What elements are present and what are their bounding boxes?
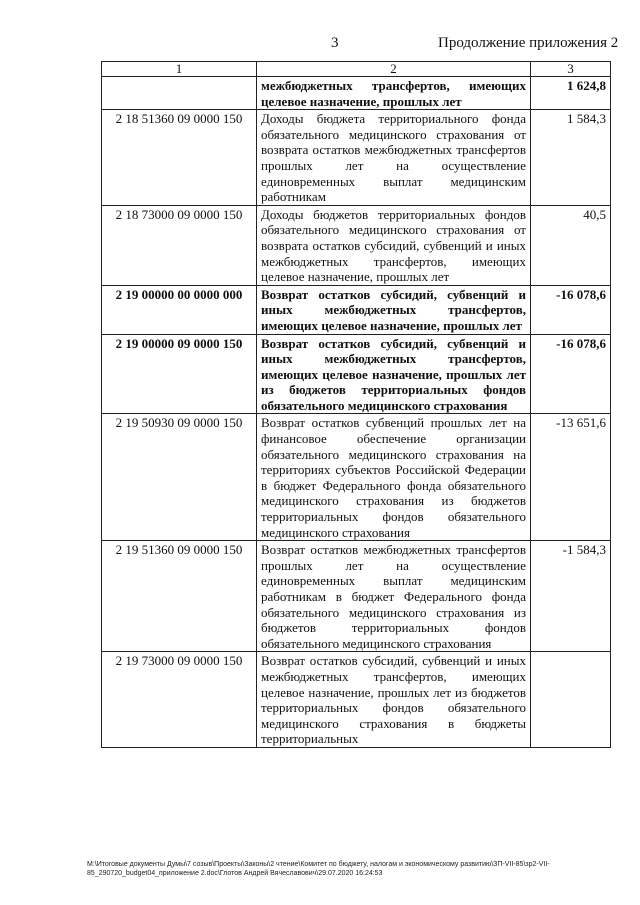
income-description: Возврат остатков субсидий, субвенций и иных межбюджетных трансфертов, имеющих целевое назначение, прошлых лет из бюджетов территориальных фондов обязательного медицинского страхования <box>257 334 531 414</box>
budget-table <box>101 61 611 748</box>
amount-value: 1 624,8 <box>531 77 611 110</box>
column-number-row <box>102 62 611 77</box>
continuation-caption: Продолжение приложения 2 <box>438 35 619 51</box>
table-row <box>102 652 611 748</box>
classification-code: 2 19 73000 09 0000 150 <box>102 652 257 748</box>
amount-value: -13 651,6 <box>531 414 611 541</box>
classification-code: 2 19 00000 09 0000 150 <box>102 334 257 414</box>
table-row <box>102 541 611 652</box>
classification-code: 2 18 51360 09 0000 150 <box>102 110 257 206</box>
amount-value: -16 078,6 <box>531 334 611 414</box>
table-row <box>102 334 611 414</box>
income-description: Доходы бюджетов территориальных фондов обязательного медицинского страхования от возврата остатков субсидий, субвенций и иных межбюджетных трансфертов, имеющих целевое назначение, прошлых лет <box>257 205 531 285</box>
table-row <box>102 285 611 334</box>
amount-value: 40,5 <box>531 205 611 285</box>
column-header-2: 2 <box>257 62 531 77</box>
classification-code: 2 19 50930 09 0000 150 <box>102 414 257 541</box>
classification-code: 2 18 73000 09 0000 150 <box>102 205 257 285</box>
column-header-1: 1 <box>102 62 257 77</box>
income-description: Возврат остатков субсидий, субвенций и иных межбюджетных трансфертов, имеющих целевое назначение, прошлых лет <box>257 285 531 334</box>
amount-value <box>531 652 611 748</box>
amount-value: -16 078,6 <box>531 285 611 334</box>
column-header-3: 3 <box>531 62 611 77</box>
income-description: Доходы бюджета территориального фонда обязательного медицинского страхования от возврата остатков межбюджетных трансфертов прошлых лет на осуществление единовременных выплат медицинским работникам <box>257 110 531 206</box>
amount-value: 1 584,3 <box>531 110 611 206</box>
table-row <box>102 77 611 110</box>
classification-code: 2 19 51360 09 0000 150 <box>102 541 257 652</box>
table-row <box>102 205 611 285</box>
classification-code <box>102 77 257 110</box>
income-description: Возврат остатков субсидий, субвенций и иных межбюджетных трансфертов, имеющих целевое назначение, прошлых лет из бюджетов территориальных фондов обязательного медицинского страхования в бюджеты территориальных <box>257 652 531 748</box>
document-path-footer: M:\Итоговые документы Думы\7 созыв\Проекты\Законы\2 чтение\Комитет по бюджету, налогам и экономическому развитию\ЗП-VII-85\зр2-VII-85_290720_budget04_приложение 2.doc\Глотов Андрей Вячеславович\29.07.2020 16:24:53 <box>87 861 550 877</box>
table-row <box>102 110 611 206</box>
income-description: межбюджетных трансфертов, имеющих целевое назначение, прошлых лет <box>257 77 531 110</box>
income-description: Возврат остатков межбюджетных трансфертов прошлых лет на осуществление единовременных выплат медицинским работникам в бюджет Федерального фонда обязательного медицинского страхования из бюджетов территориальных фондов обязательного медицинского страхования <box>257 541 531 652</box>
income-description: Возврат остатков субвенций прошлых лет на финансовое обеспечение организации обязательного медицинского страхования на территориях субъектов Российской Федерации в бюджет Федерального фонда обязательного медицинского страхования из бюджетов территориальных фондов обязательного медицинского страхования <box>257 414 531 541</box>
amount-value: -1 584,3 <box>531 541 611 652</box>
page-number: 3 <box>331 35 339 51</box>
table-row <box>102 414 611 541</box>
classification-code: 2 19 00000 00 0000 000 <box>102 285 257 334</box>
